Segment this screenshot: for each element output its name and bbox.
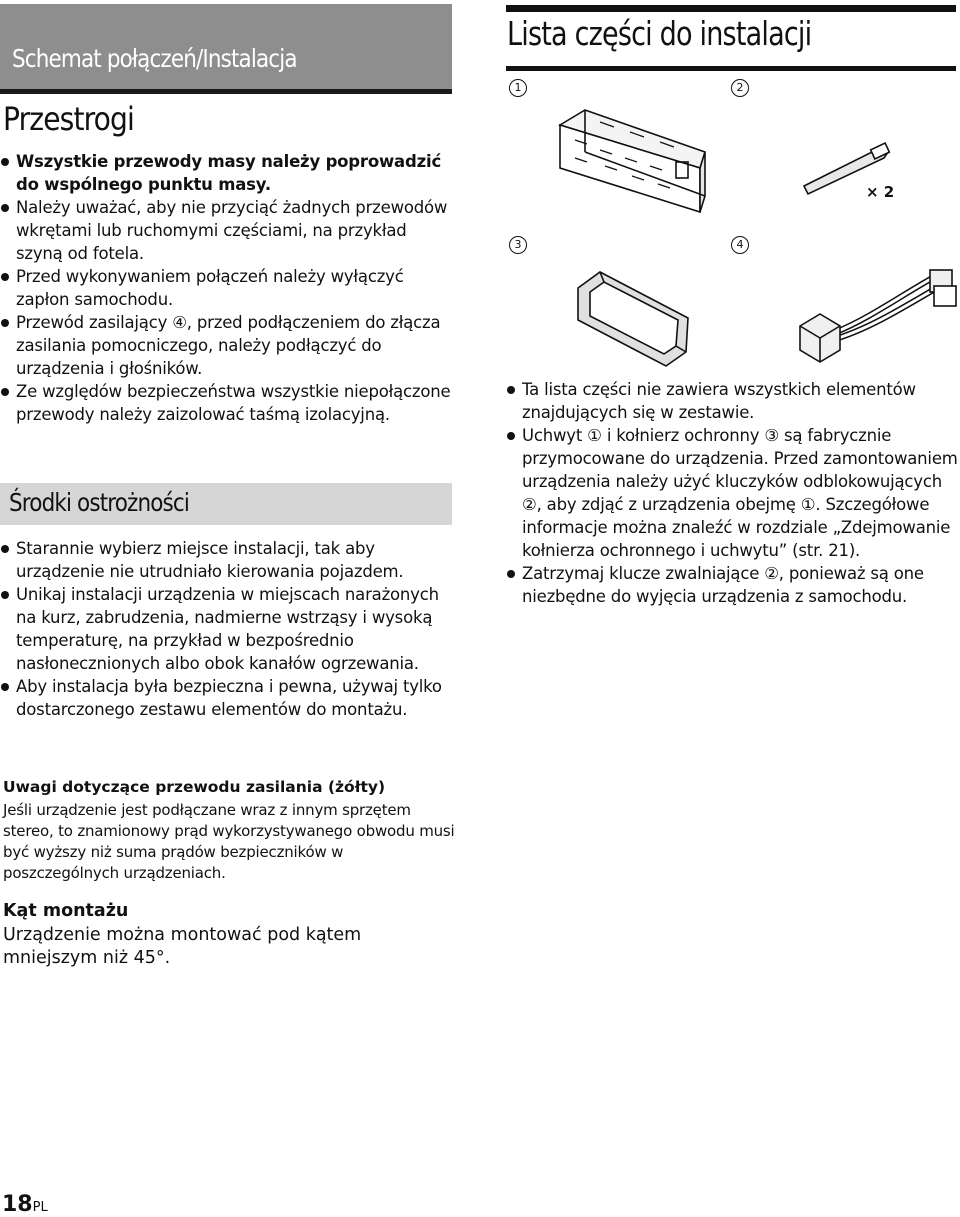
- section-title: Schemat połączeń/Instalacja: [12, 44, 297, 73]
- parts-illustration: [506, 70, 960, 380]
- part-number-4: 4: [731, 236, 749, 254]
- power-note-body: Jeśli urządzenie jest podłączane wraz z innym sprzętem stereo, to znamionowy prąd wykorzystywanego obwodu musi być wyższy niż suma prądów bezpieczników w poszczególnych urządzeniach.: [3, 801, 455, 882]
- cautions-heading: Przestrogi: [3, 100, 134, 138]
- list-item: Starannie wybierz miejsce instalacji, tak aby urządzenie nie utrudniało kierowania pojazdem.: [0, 537, 452, 583]
- title-top-rule: [506, 5, 956, 12]
- list-item: Uchwyt ① i kołnierz ochronny ③ są fabrycznie przymocowane do urządzenia. Przed zamontowaniem urządzenia należy użyć kluczyków odblokowujących ②, aby zdjąć z urządzenia obejmę ①. Szczegółowe informacje można znaleźć w rozdziale „Zdejmowanie kołnierza ochronnego i uchwytu” (str. 21).: [506, 424, 958, 562]
- precautions-heading: Środki ostrożności: [9, 488, 189, 517]
- mounting-angle-body: Urządzenie można montować pod kątem mniejszym niż 45°.: [3, 925, 362, 968]
- power-note-title: Uwagi dotyczące przewodu zasilania (żółty): [3, 778, 386, 796]
- list-item: Unikaj instalacji urządzenia w miejscach narażonych na kurz, zabrudzenia, nadmierne wstrząsy i wysoką temperaturę, na przykład w bezpośrednio nasłonecznionych albo obok kanałów ogrzewania.: [0, 583, 452, 675]
- page-language: PL: [32, 1200, 48, 1215]
- cautions-list: [0, 150, 452, 426]
- part-number-1: 1: [509, 79, 527, 97]
- parts-list-heading: Lista części do instalacji: [507, 14, 812, 53]
- list-item: Przed wykonywaniem połączeń należy wyłączyć zapłon samochodu.: [0, 265, 452, 311]
- list-item: Przewód zasilający ④, przed podłączeniem do złącza zasilania pomocniczego, należy podłączyć do urządzenia i głośników.: [0, 311, 452, 380]
- mounting-angle-title: Kąt montażu: [3, 901, 129, 921]
- list-item: Ze względów bezpieczeństwa wszystkie niepołączone przewody należy zaizolować taśmą izolacyjną.: [0, 380, 452, 426]
- list-item: Należy uważać, aby nie przyciąć żadnych przewodów wkrętami lub ruchomymi częściami, na przykład szyną od fotela.: [0, 196, 452, 265]
- list-item: Wszystkie przewody masy należy poprowadzić do wspólnego punktu masy.: [0, 150, 452, 196]
- list-item: Aby instalacja była bezpieczna i pewna, używaj tylko dostarczonego zestawu elementów do montażu.: [0, 675, 452, 721]
- precautions-banner: [0, 483, 452, 525]
- section-banner: [0, 4, 452, 94]
- quantity-label: × 2: [866, 183, 895, 201]
- list-item: Zatrzymaj klucze zwalniające ②, ponieważ są one niezbędne do wyjęcia urządzenia z samochodu.: [506, 562, 958, 608]
- part-number-2: 2: [731, 79, 749, 97]
- parts-notes-list: [506, 378, 958, 608]
- precautions-list: [0, 537, 452, 721]
- page-number-value: 18: [2, 1192, 33, 1217]
- page-number: [2, 1192, 48, 1217]
- power-cable-connector-icon: [800, 270, 956, 362]
- part-number-3: 3: [509, 236, 527, 254]
- mounting-sleeve-icon: [560, 110, 705, 212]
- protective-collar-icon: [578, 272, 688, 366]
- list-item: Ta lista części nie zawiera wszystkich elementów znajdujących się w zestawie.: [506, 378, 958, 424]
